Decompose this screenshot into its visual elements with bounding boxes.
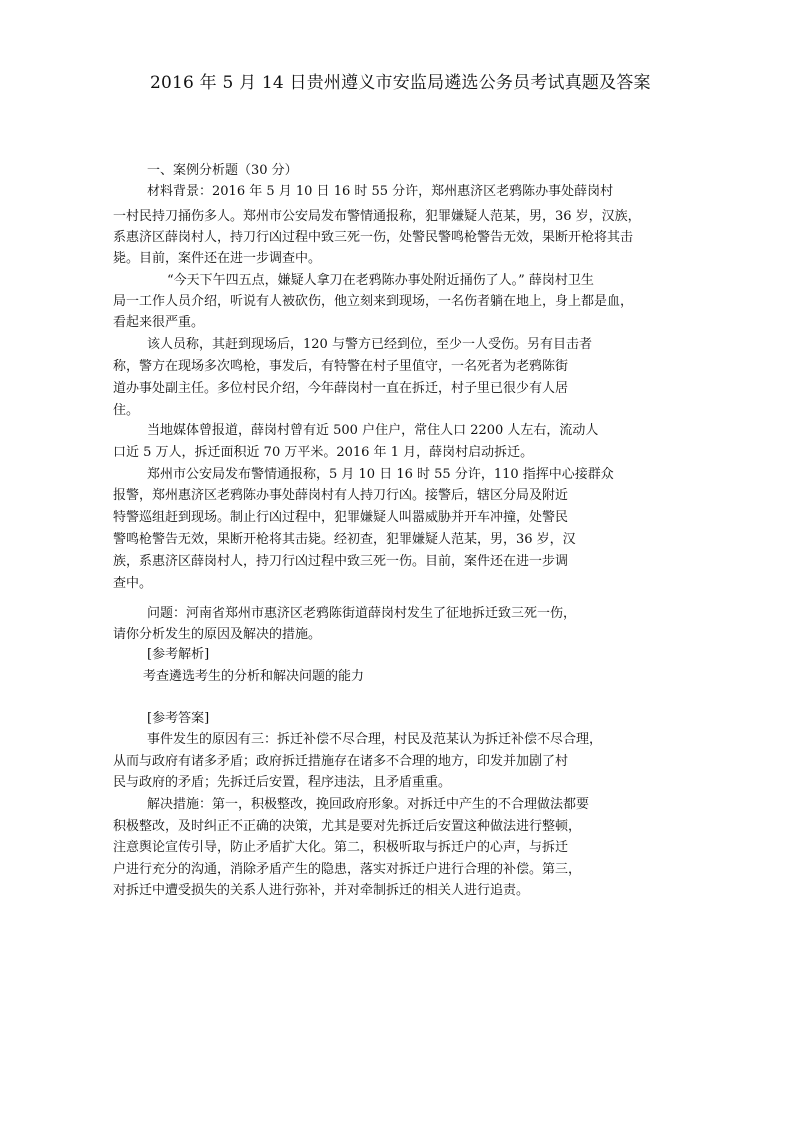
analysis-text: 考查遴选考生的分析和解决问题的能力 (143, 669, 365, 684)
answer-line: 从而与政府有诸多矛盾；政府拆迁措施存在诸多不合理的地方，印发并加剧了村 (113, 754, 569, 769)
answer-line: 积极整改，及时纠正不正确的决策，尤其是要对先拆迁后安置这种做法进行整顿， (113, 819, 582, 834)
paragraph-line: 道办事处副主任。多位村民介绍，今年薛岗村一直在拆迁，村子里已很少有人居 (113, 381, 569, 396)
paragraph-line: 报警，郑州惠济区老鸦陈办事处薛岗村有人持刀行凶。接警后，辖区分局及附近 (113, 488, 569, 503)
paragraph-line: 毙。目前，案件还在进一步调查中。 (113, 251, 322, 266)
paragraph-line: 口近 5 万人，拆迁面积近 70 万平米。2016 年 1 月，薛岗村启动拆迁。 (113, 445, 534, 460)
paragraph-line: 当地媒体曾报道，薛岗村曾有近 500 户住户，常住人口 2200 人左右，流动人 (147, 423, 599, 438)
paragraph-line: 特警巡组赶到现场。制止行凶过程中，犯罪嫌疑人叫嚣威胁并开车冲撞，处警民 (113, 510, 569, 525)
paragraph-line: 族，系惠济区薛岗村人，持刀行凶过程中致三死一伤。目前，案件还在进一步调 (113, 554, 569, 569)
answer-line: 户进行充分的沟通，消除矛盾产生的隐患，落实对拆迁户进行合理的补偿。第三， (113, 862, 582, 877)
paragraph-line: 看起来很严重。 (113, 315, 205, 330)
answer-line: 民与政府的矛盾；先拆迁后安置，程序违法，且矛盾重重。 (113, 775, 452, 790)
answer-line: 解决措施：第一，积极整改，挽回政府形象。对拆迁中产生的不合理做法都要 (147, 797, 590, 812)
paragraph-line: 住。 (113, 403, 140, 418)
analysis-heading: [参考解析] (147, 647, 210, 662)
page-title: 2016 年 5 月 14 日贵州遵义市安监局遴选公务员考试真题及答案 (150, 73, 651, 93)
answer-line: 注意舆论宣传引导，防止矛盾扩大化。第二，积极听取与拆迁户的心声，与拆迁 (113, 840, 569, 855)
paragraph-line: 材料背景：2016 年 5 月 10 日 16 时 55 分许，郑州惠济区老鸦陈办事处薛岗村 (147, 184, 614, 199)
question-line: 问题：河南省郑州市惠济区老鸦陈街道薛岗村发生了征地拆迁致三死一伤， (147, 606, 577, 621)
section-heading: 一、案例分析题（30 分） (147, 163, 298, 178)
question-line: 请你分析发生的原因及解决的措施。 (113, 627, 322, 642)
paragraph-line: 系惠济区薛岗村人，持刀行凶过程中致三死一伤，处警民警鸣枪警告无效，果断开枪将其击 (113, 230, 634, 245)
paragraph-line: 郑州市公安局发布警情通报称，5 月 10 日 16 时 55 分许，110 指挥中心接群众 (147, 467, 614, 482)
answer-line: 事件发生的原因有三：拆迁补偿不尽合理，村民及范某认为拆迁补偿不尽合理， (147, 732, 603, 747)
paragraph-line: 查中。 (113, 576, 153, 591)
answer-line: 对拆迁中遭受损失的关系人进行弥补，并对牵制拆迁的相关人进行追责。 (113, 883, 530, 898)
paragraph-line: 警鸣枪警告无效，果断开枪将其击毙。经初查，犯罪嫌疑人范某，男，36 岁，汉 (113, 532, 576, 547)
paragraph-line: 称，警方在现场多次鸣枪，事发后，有特警在村子里值守，一名死者为老鸦陈街 (113, 359, 569, 374)
paragraph-line: 一村民持刀捅伤多人。郑州市公安局发布警情通报称，犯罪嫌疑人范某，男，36 岁，汉族， (113, 209, 641, 224)
answer-heading: [参考答案] (147, 711, 210, 726)
paragraph-line: 局一工作人员介绍，听说有人被砍伤，他立刻来到现场，一名伤者躺在地上，身上都是血， (113, 294, 634, 309)
paragraph-line: “今天下午四五点，嫌疑人拿刀在老鸦陈办事处附近捅伤了人。” 薛岗村卫生 (167, 273, 594, 288)
paragraph-line: 该人员称，其赶到现场后，120 与警方已经到位，至少一人受伤。另有目击者 (147, 337, 592, 352)
